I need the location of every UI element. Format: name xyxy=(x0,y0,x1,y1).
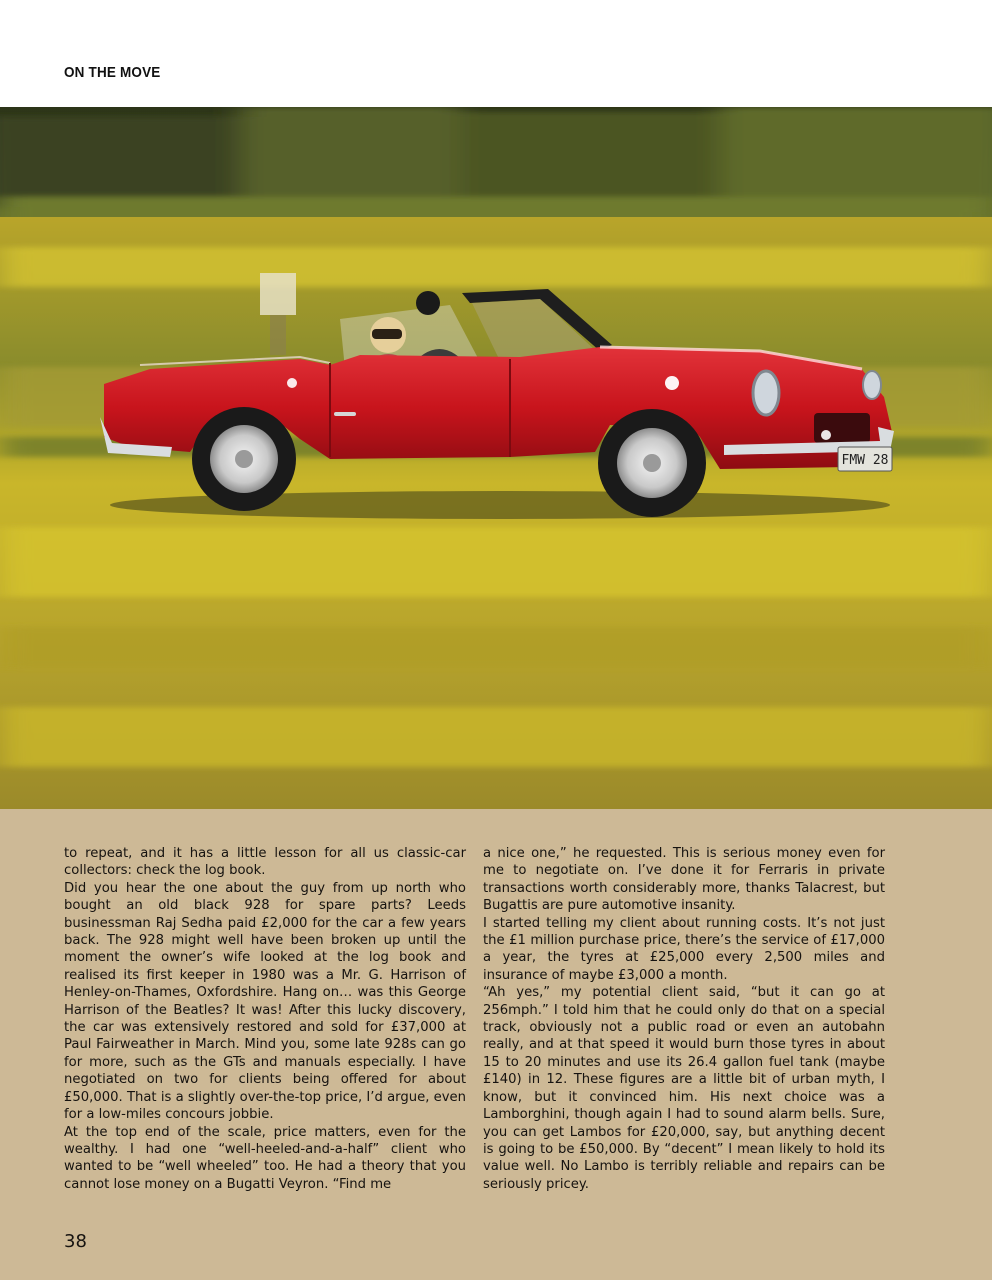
paragraph: to repeat, and it has a little lesson for all us classic-car collectors: check the log book. xyxy=(64,846,466,879)
paragraph: At the top end of the scale, price matters, even for the wealthy. I had one “well-heeled-and-a-half” client who wanted to be “well wheeled” too. He had a theory that you cannot lose money on a Bugatti Veyron. “Find me xyxy=(64,1124,466,1192)
license-plate: FMW 28 xyxy=(841,453,889,468)
article-column-right xyxy=(483,845,885,1193)
page-number: 38 xyxy=(64,1231,87,1252)
section-label: ON THE MOVE xyxy=(64,64,161,81)
paragraph: I started telling my client about running costs. It’s not just the £1 million purchase price, there’s the service of £17,000 a year, the tyres at £25,000 every 2,500 miles and insurance of maybe £3,000 a month. xyxy=(483,915,885,983)
paragraph: a nice one,” he requested. This is serious money even for me to negotiate on. I’ve done it for Ferraris in private transactions worth considerably more, thanks Talacrest, but Bugattis are pure automotive insanity. xyxy=(483,846,885,914)
article-panel xyxy=(0,809,992,1280)
paragraph: “Ah yes,” my potential client said, “but it can go at 256mph.” I told him that he could only do that on a special track, obviously not a public road or even an autobahn really, and at that speed it would burn those tyres in about 15 to 20 minutes and use its 26.4 gallon fuel tank (maybe £140) in 12. These figures are a little bit of urban myth, I know, but it convinced him. His next choice was a Lamborghini, though again I had to sound alarm bells. Sure, you can get Lambos for £20,000, say, but anything decent is going to be £50,000. By “decent” I mean likely to hold its value well. No Lambo is terribly reliable and repairs can be seriously pricey. xyxy=(483,985,885,1192)
paragraph: Did you hear the one about the guy from up north who bought an old black 928 for spare parts? Leeds businessman Raj Sedha paid £2,000 for the car a few years back. The 928 might well have been broken up until the moment the owner’s wife looked at the log book and realised its first keeper in 1980 was a Mr. G. Harrison of Henley-on-Thames, Oxfordshire. Hang on… was this George Harrison of the Beatles? It was! After this lucky discovery, the car was extensively restored and sold for £37,000 at Paul Fairweather in March. Mind you, some late 928s can go for more, such as the GTs and manuals especially. I have negotiated on two for clients being offered for about £50,000. That is a slightly over-the-top price, I’d argue, even for a low-miles concours jobbie. xyxy=(64,880,466,1123)
article-column-left xyxy=(64,845,466,1193)
car-photo xyxy=(0,107,992,809)
